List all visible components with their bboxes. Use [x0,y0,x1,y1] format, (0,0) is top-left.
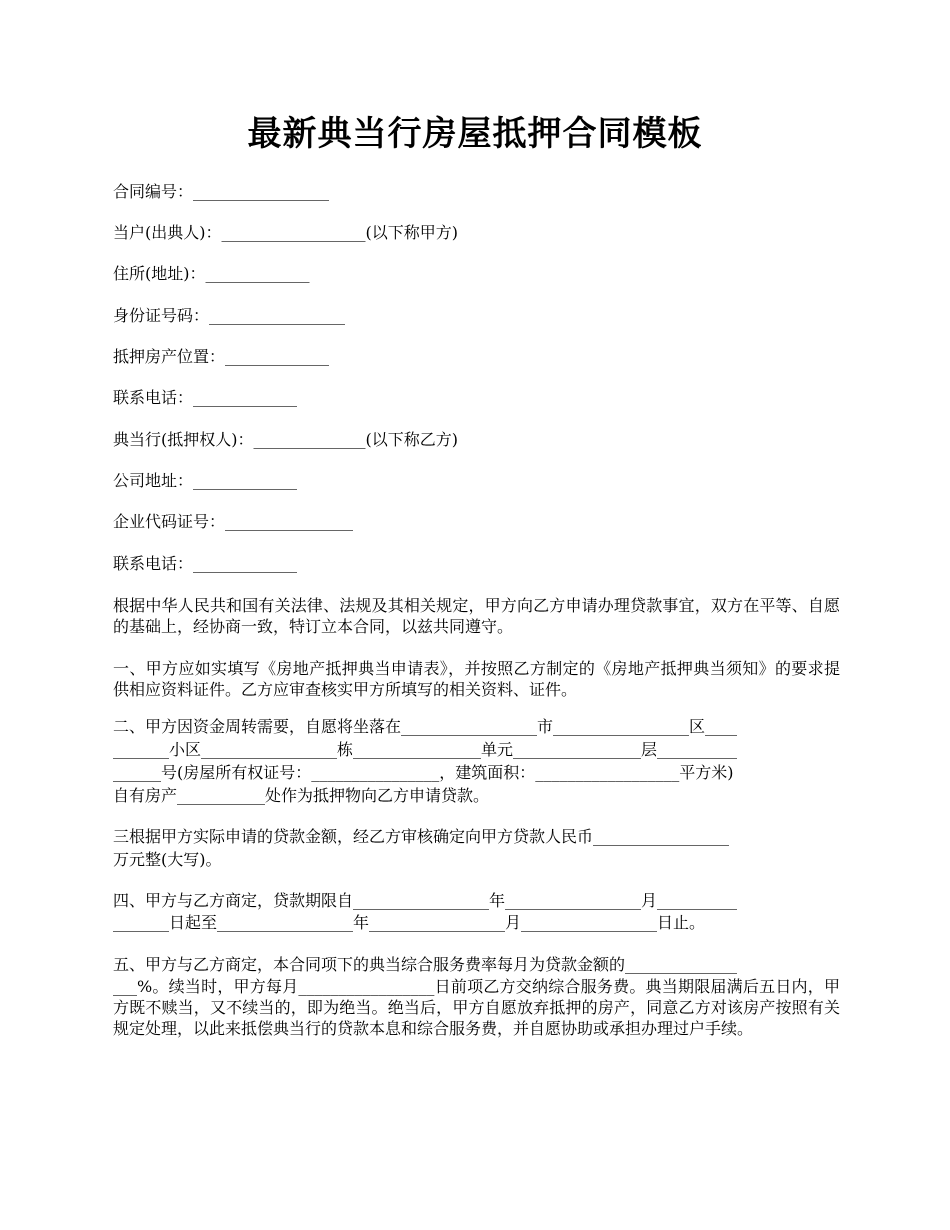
clause-3-line-2: 万元整(大写)。 [113,850,222,869]
id-number-field: 身份证号码：_________________ [113,306,346,325]
address-field: 住所(地址)：_____________ [113,264,310,283]
company-address-field: 公司地址：_____________ [113,471,298,490]
clause-2-line-1: 二、甲方因资金周转需要，自愿将坐落在_________________市_________________区____ [113,717,738,736]
clause-2-line-4: 自有房产___________处作为抵押物向乙方申请贷款。 [113,786,490,805]
clause-2-line-3: ______号(房屋所有权证号：________________，建筑面积：__________________平方米) [113,763,734,782]
clause-5-paragraph: ___%。续当时，甲方每月_________________日前项乙方交纳综合服务费。典当期限届满后五日内，甲方既不赎当，又不续当的，即为绝当。绝当后，甲方自愿放弃抵押的房产，同意乙方对该房产按照有关规定处理，以此来抵偿典当行的贷款本息和综合服务费，并自愿协助或承担办理过户手续。 [113,977,840,1038]
preamble-paragraph: 根据中华人民共和国有关法律、法规及其相关规定，甲方向乙方申请办理贷款事宜，双方在平等、自愿的基础上，经协商一致，特订立本合同，以兹共同遵守。 [113,596,840,636]
document-title: 最新典当行房屋抵押合同模板 [247,114,703,154]
clause-4-line-1: 四、甲方与乙方商定，贷款期限自_________________年_________________月__________ [113,891,738,910]
pawner-field: 当户(出典人)：__________________(以下称甲方) [113,223,458,242]
clause-3-line-1: 三根据甲方实际申请的贷款金额，经乙方审核确定向甲方贷款人民币_________________ [113,827,730,846]
clause-1-paragraph: 一、甲方应如实填写《房地产抵押典当申请表》，并按照乙方制定的《房地产抵押典当须知》的要求提供相应资料证件。乙方应审查核实甲方所填写的相关资料、证件。 [113,659,840,699]
property-location-field: 抵押房产位置：_____________ [113,347,330,366]
clause-4-line-2: _______日起至_________________年_________________月_________________日止。 [113,913,706,932]
clause-5-line-1: 五、甲方与乙方商定，本合同项下的典当综合服务费率每月为贷款金额的______________ [113,955,738,974]
pawnshop-field: 典当行(抵押权人)：______________(以下称乙方) [113,430,458,449]
contract-number-field: 合同编号：_________________ [113,182,330,201]
clause-2-line-2: _______小区_________________栋________________单元________________层__________ [113,740,738,759]
phone-field-b: 联系电话：_____________ [113,554,298,573]
phone-field-a: 联系电话：_____________ [113,388,298,407]
enterprise-code-field: 企业代码证号：________________ [113,512,354,531]
